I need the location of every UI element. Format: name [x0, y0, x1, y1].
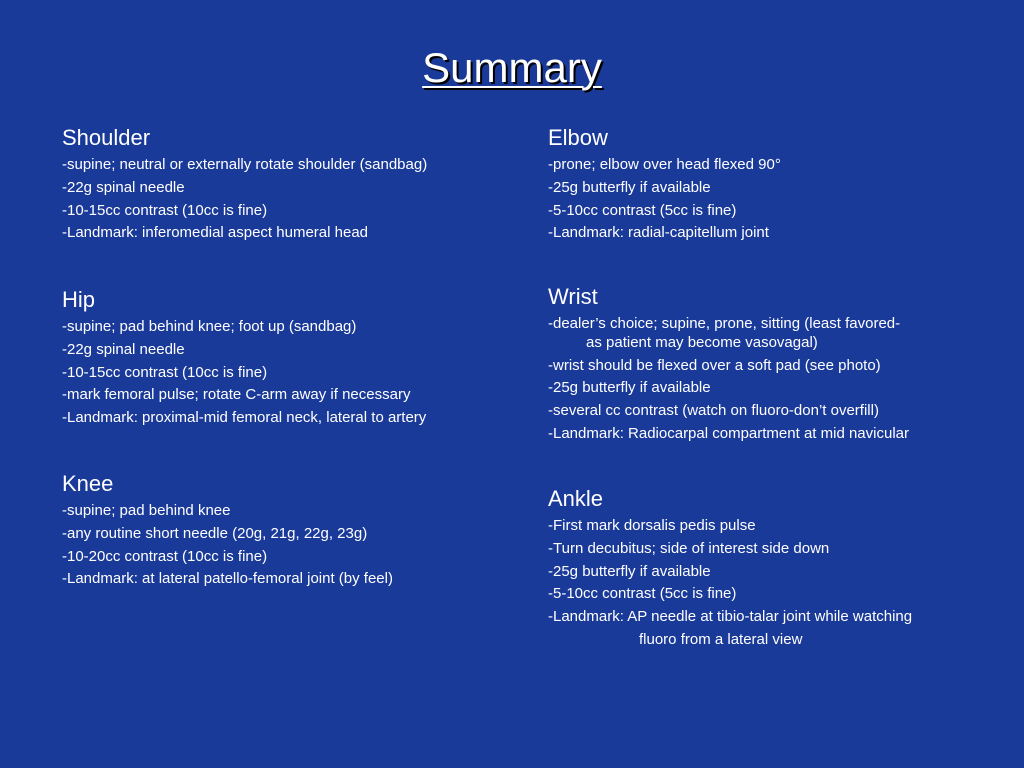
- list-item: -Landmark: at lateral patello-femoral joint (by feel): [62, 570, 393, 588]
- section-heading-shoulder: Shoulder: [62, 125, 151, 150]
- list-item: -Landmark: AP needle at tibio-talar joint while watching: [548, 608, 913, 626]
- section-heading-knee: Knee: [62, 471, 114, 496]
- list-item: -22g spinal needle: [62, 178, 185, 196]
- section-ankle: [548, 485, 912, 652]
- list-item: -Landmark: Radiocarpal compartment at mid navicular: [548, 424, 909, 442]
- section-wrist: [548, 283, 909, 446]
- slide-title: Summary: [422, 44, 602, 91]
- list-item: -supine; neutral or externally rotate shoulder (sandbag): [62, 156, 428, 173]
- list-item: -prone; elbow over head flexed 90°: [548, 156, 781, 173]
- list-item: -Landmark: radial-capitellum joint: [548, 224, 769, 242]
- list-item: -mark femoral pulse; rotate C-arm away if necessary: [62, 386, 411, 404]
- section-hip: [62, 286, 426, 430]
- list-item: -25g butterfly if available: [548, 178, 711, 196]
- section-heading-hip: Hip: [62, 287, 96, 312]
- list-item: -25g butterfly if available: [548, 562, 711, 580]
- list-item: -supine; pad behind knee; foot up (sandbag): [62, 318, 357, 335]
- list-item: -10-15cc contrast (10cc is fine): [62, 363, 268, 381]
- list-item: -Turn decubitus; side of interest side down: [548, 539, 830, 557]
- list-item: -dealer’s choice; supine, prone, sitting (least favored-: [548, 315, 901, 332]
- section-heading-wrist: Wrist: [548, 284, 598, 309]
- list-item: -10-15cc contrast (10cc is fine): [62, 201, 268, 219]
- list-item: -several cc contrast (watch on fluoro-don’t overfill): [548, 402, 879, 420]
- list-item-continuation: fluoro from a lateral view: [639, 630, 803, 648]
- list-item: -25g butterfly if available: [548, 379, 711, 397]
- section-elbow: [548, 124, 781, 245]
- list-item: -wrist should be flexed over a soft pad (see photo): [548, 356, 881, 374]
- list-item: -Landmark: inferomedial aspect humeral head: [62, 224, 368, 242]
- list-item: -supine; pad behind knee: [62, 502, 231, 519]
- list-item: -5-10cc contrast (5cc is fine): [548, 585, 737, 603]
- section-heading-ankle: Ankle: [548, 486, 604, 511]
- list-item: -5-10cc contrast (5cc is fine): [548, 201, 737, 219]
- list-item: -22g spinal needle: [62, 340, 185, 358]
- section-knee: [62, 470, 393, 591]
- list-item: -First mark dorsalis pedis pulse: [548, 517, 756, 534]
- list-item: -any routine short needle (20g, 21g, 22g, 23g): [62, 524, 368, 542]
- section-shoulder: [62, 124, 427, 245]
- list-item: -10-20cc contrast (10cc is fine): [62, 547, 268, 565]
- section-heading-elbow: Elbow: [548, 125, 608, 150]
- list-item-continuation: as patient may become vasovagal): [586, 333, 818, 351]
- list-item: -Landmark: proximal-mid femoral neck, lateral to artery: [62, 409, 427, 427]
